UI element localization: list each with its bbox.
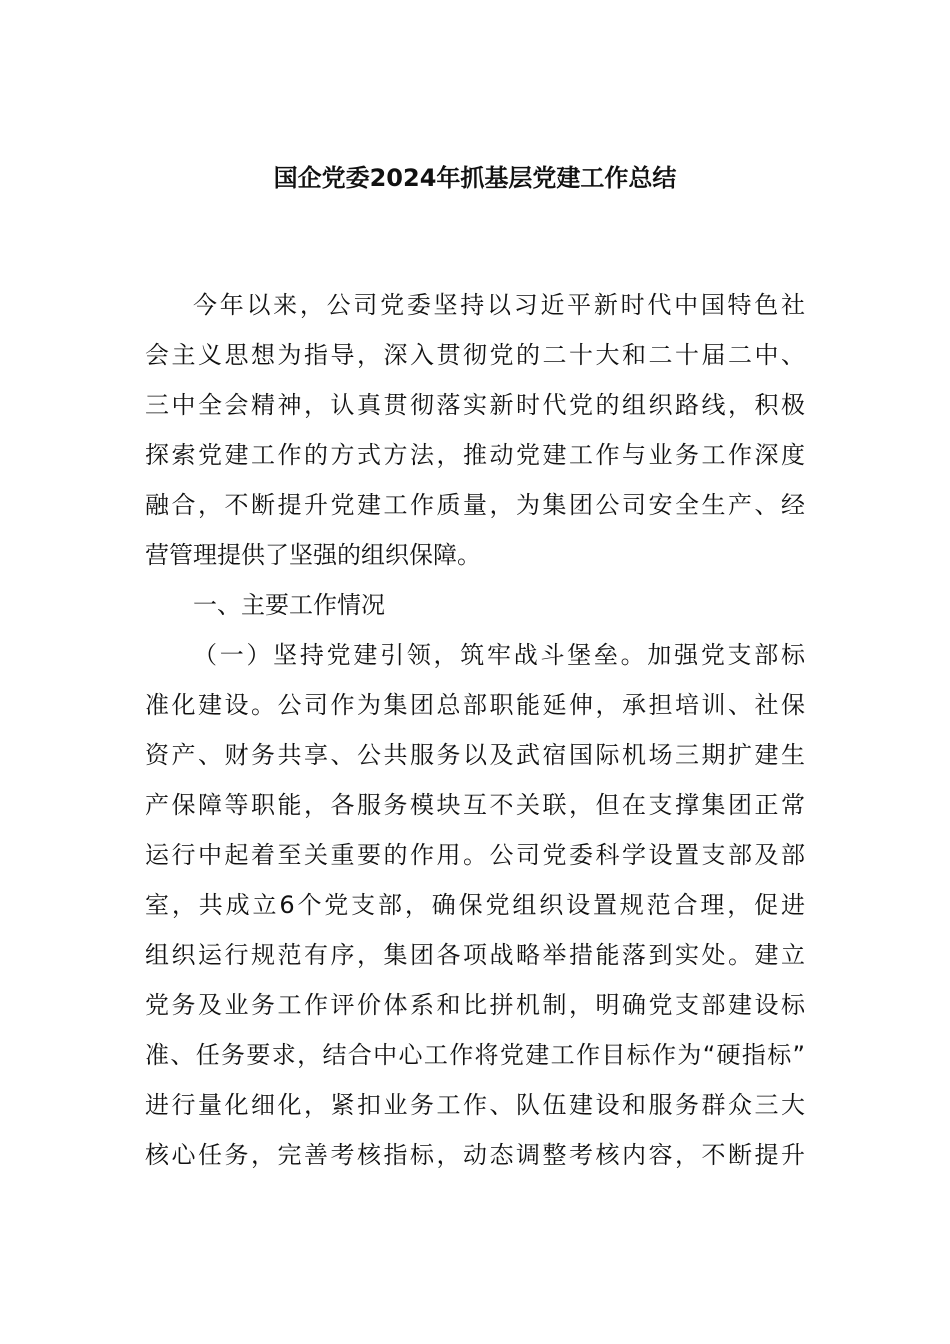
paragraph-1-line-1: 今年以来，公司党委坚持以习近平新时代中国特色社 (193, 291, 805, 319)
paragraph-2-line-5: 运行中起着至关重要的作用。公司党委科学设置支部及部 (145, 841, 805, 869)
section-heading-1: 一、主要工作情况 (193, 591, 385, 619)
paragraph-2-line-9: 准、任务要求，结合中心工作将党建工作目标作为“硬指标” (145, 1041, 805, 1069)
document-title: 国企党委2024年抓基层党建工作总结 (273, 164, 677, 192)
paragraph-2-line-7: 组织运行规范有序，集团各项战略举措能落到实处。建立 (145, 941, 805, 969)
paragraph-2-line-3: 资产、财务共享、公共服务以及武宿国际机场三期扩建生 (145, 741, 805, 769)
paragraph-2-line-1: （一）坚持党建引领，筑牢战斗堡垒。加强党支部标 (193, 641, 805, 669)
paragraph-2-line-10: 进行量化细化，紧扣业务工作、队伍建设和服务群众三大 (145, 1091, 805, 1119)
paragraph-2-line-6: 室，共成立6个党支部，确保党组织设置规范合理，促进 (145, 891, 805, 919)
paragraph-2-line-2: 准化建设。公司作为集团总部职能延伸，承担培训、社保 (145, 691, 805, 719)
paragraph-2-line-8: 党务及业务工作评价体系和比拼机制，明确党支部建设标 (145, 991, 805, 1019)
paragraph-2-line-4: 产保障等职能，各服务模块互不关联，但在支撑集团正常 (145, 791, 805, 819)
paragraph-1-line-3: 三中全会精神，认真贯彻落实新时代党的组织路线，积极 (145, 391, 805, 419)
paragraph-1-line-5: 融合，不断提升党建工作质量，为集团公司安全生产、经 (145, 491, 805, 519)
paragraph-2-line-11: 核心任务，完善考核指标，动态调整考核内容，不断提升 (145, 1141, 805, 1169)
paragraph-1-line-2: 会主义思想为指导，深入贯彻党的二十大和二十届二中、 (145, 341, 805, 369)
document-body (145, 280, 805, 1180)
paragraph-1-line-4: 探索党建工作的方式方法，推动党建工作与业务工作深度 (145, 441, 805, 469)
paragraph-1-line-6: 营管理提供了坚强的组织保障。 (145, 541, 481, 569)
